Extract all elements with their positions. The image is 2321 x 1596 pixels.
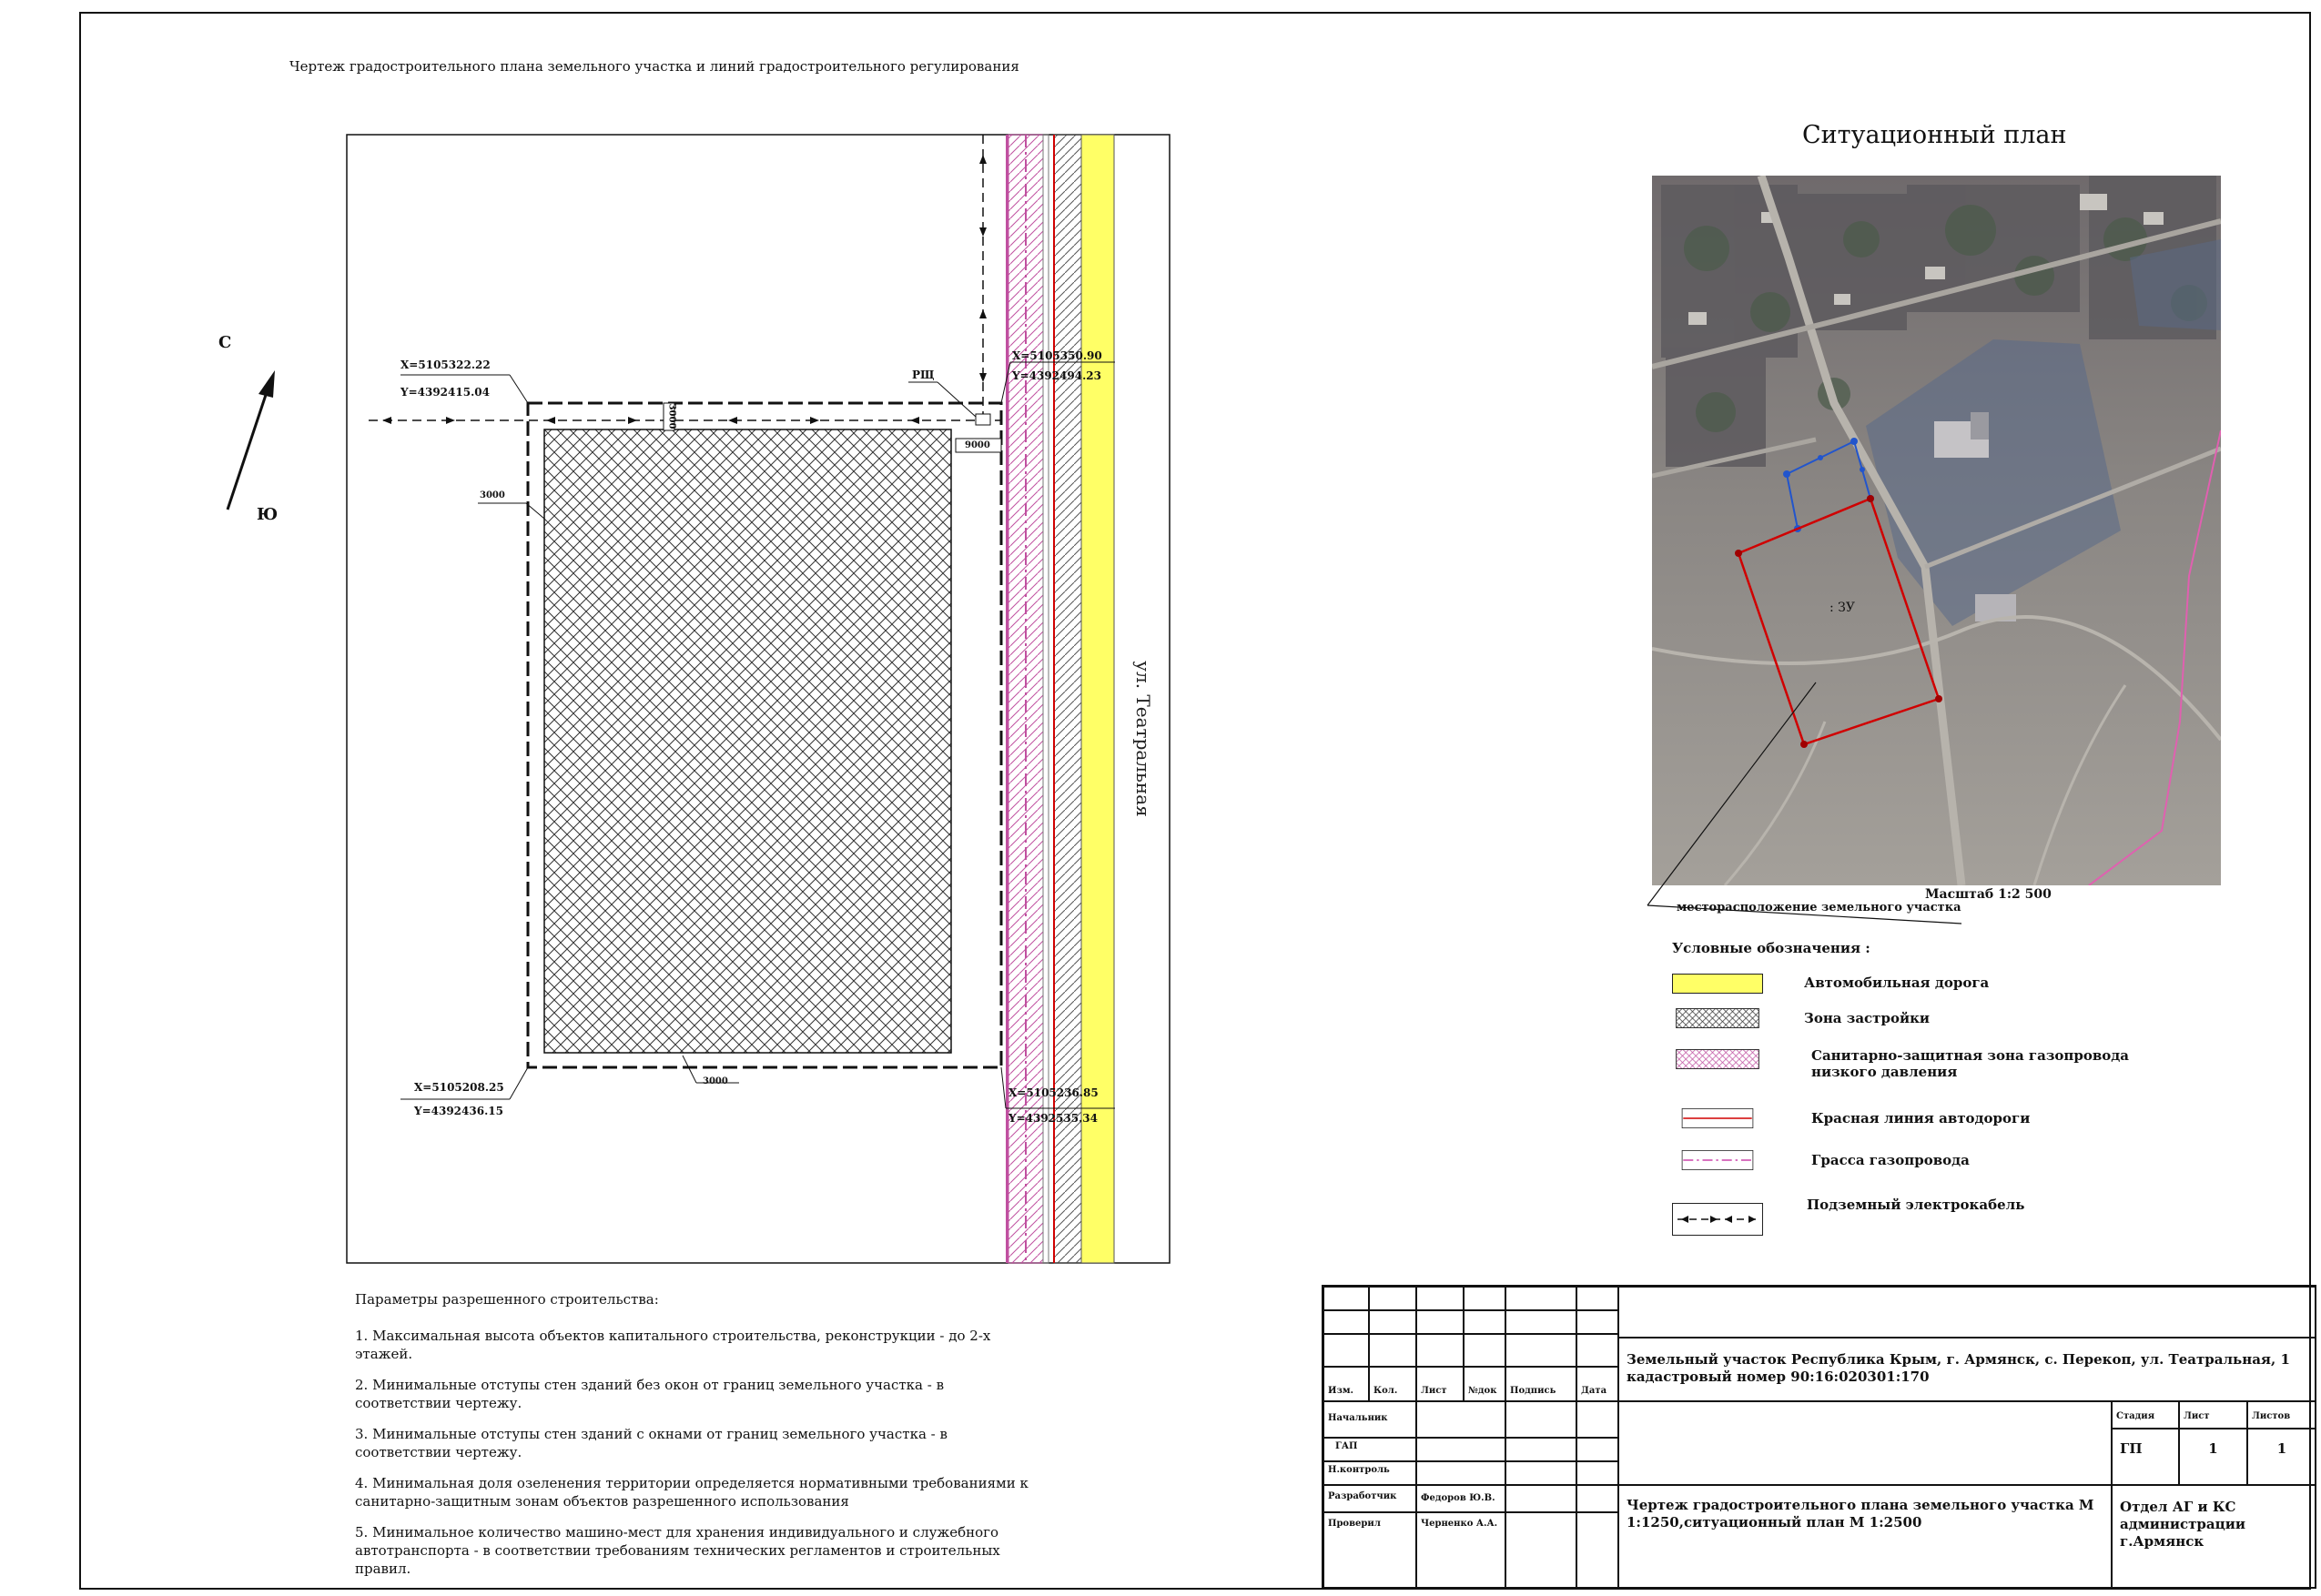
stamp-grid-cell	[1505, 1310, 1576, 1334]
stamp-grid-cell	[1576, 1334, 1618, 1367]
stamp-sign-cell	[1505, 1512, 1576, 1589]
stamp-grid-cell	[1416, 1334, 1464, 1367]
street-label: ул. Театральная	[1131, 661, 1154, 817]
stamp-col-izm: Изм.	[1323, 1367, 1369, 1401]
compass-south-label: Ю	[257, 505, 279, 524]
param-item-4: 4. Минимальная доля озеленения территории определяется нормативными требованиями к санитарно-защитным зонам объектов разрешенного использования	[355, 1475, 1029, 1510]
stamp-grid-cell	[1464, 1310, 1505, 1334]
stamp-date-cell	[1576, 1512, 1618, 1589]
dim-top: 3000	[666, 403, 677, 429]
stamp-grid-cell	[1323, 1310, 1369, 1334]
legend-cable-swatch	[1672, 1203, 1763, 1236]
stamp-name-cell	[1416, 1461, 1505, 1485]
stamp-name-cell	[1416, 1401, 1505, 1438]
dim-left: 3000	[480, 490, 505, 500]
scale-label: Масштаб 1:2 500	[1925, 887, 2052, 902]
legend-road-swatch	[1672, 974, 1763, 994]
legend-gas-line-swatch	[1672, 1150, 1763, 1170]
stamp-grid-cell	[1369, 1310, 1416, 1334]
stamp-role-nachalnik: Начальник	[1323, 1401, 1416, 1438]
legend-gas-line-label: Грасса газопровода	[1811, 1152, 1970, 1168]
stamp-listov-value: 1	[2247, 1429, 2316, 1485]
stamp-col-data: Дата	[1576, 1367, 1618, 1401]
stamp-col-podpis: Подпись	[1505, 1367, 1576, 1401]
stamp-sign-cell	[1505, 1401, 1576, 1438]
legend-title: Условные обозначения :	[1672, 940, 1870, 956]
stamp-grid-cell	[1576, 1287, 1618, 1310]
stamp-grid-cell	[1323, 1287, 1369, 1310]
stamp-name-cell	[1416, 1438, 1505, 1461]
dim-right: 9000	[965, 440, 990, 450]
stamp-grid-cell	[1576, 1310, 1618, 1334]
coord-bl-x: X=5105208.25	[414, 1081, 504, 1094]
coord-bl-y: Y=4392436.15	[414, 1105, 503, 1117]
coord-tr-y: Y=4392494.23	[1012, 369, 1101, 382]
param-item-2: 2. Минимальные отступы стен зданий без окон от границ земельного участка - в соответствии чертежу.	[355, 1377, 945, 1411]
stamp-sign-cell	[1505, 1485, 1576, 1512]
zu-label: : ЗУ	[1829, 601, 1856, 615]
stamp-grid-cell	[1369, 1334, 1416, 1367]
stamp-grid-cell	[1505, 1287, 1576, 1310]
legend-crosshatch-swatch	[1672, 1008, 1763, 1028]
stamp-mid-blank	[1618, 1401, 2112, 1485]
stamp-grid-cell	[1416, 1310, 1464, 1334]
coord-br-y: Y=4392535.34	[1008, 1112, 1098, 1125]
stamp-role-proveril: Проверил	[1323, 1512, 1416, 1589]
param-item-3: 3. Минимальные отступы стен зданий с окнами от границ земельного участка - в соответствии чертежу.	[355, 1426, 948, 1460]
stamp-grid-cell	[1464, 1334, 1505, 1367]
stamp-list-header: Лист	[2179, 1401, 2247, 1429]
legend-red-line-swatch	[1672, 1108, 1763, 1128]
stamp-sign-cell	[1505, 1461, 1576, 1485]
legend-cable-label: Подземный электрокабель	[1807, 1197, 2025, 1213]
stamp-name-razrab: Федоров Ю.В.	[1416, 1485, 1505, 1512]
drawing-title: Чертеж градостроительного плана земельного участка и линий градостроительного регулирования	[289, 58, 1019, 75]
legend-build-zone-label: Зона застройки	[1804, 1010, 1931, 1026]
legend-red-line-label: Красная линия автодороги	[1811, 1110, 2031, 1126]
params-heading: Параметры разрешенного строительства:	[355, 1291, 659, 1308]
stamp-object: Земельный участок Республика Крым, г. Армянск, с. Перекоп, ул. Театральная, 1 кадастровый номер 90:16:020301:170	[1618, 1338, 2316, 1401]
coord-tl-x: X=5105322.22	[400, 359, 491, 371]
location-label: месторасположение земельного участка	[1677, 901, 1961, 914]
stamp-grid-cell	[1464, 1287, 1505, 1310]
stamp-col-list: Лист	[1416, 1367, 1464, 1401]
stamp-list-value: 1	[2179, 1429, 2247, 1485]
legend-road-label: Автомобильная дорога	[1804, 975, 1990, 991]
stamp-role-razrab: Разработчик	[1323, 1485, 1416, 1512]
coord-tr-x: X=5105350.90	[1012, 349, 1102, 362]
stamp-grid-cell	[1505, 1334, 1576, 1367]
param-item-1: 1. Максимальная высота объектов капитального строительства, реконструкции - до 2-х этажей.	[355, 1328, 991, 1362]
stamp-sheet-title: Чертеж градостроительного плана земельного участка М 1:1250,ситуационный план М 1:2500	[1618, 1485, 2112, 1589]
coord-br-x: X=5105236.85	[1008, 1086, 1099, 1099]
stamp-org: Отдел АГ и КС администрации г.Армянск	[2112, 1485, 2316, 1589]
stamp-date-cell	[1576, 1461, 1618, 1485]
stamp-name-proveril: Черненко А.А.	[1416, 1512, 1505, 1589]
stamp-stage-value: ГП	[2112, 1429, 2179, 1485]
location-leader-line	[1638, 673, 1966, 928]
stamp-top-blank	[1618, 1287, 2316, 1338]
stamp-date-cell	[1576, 1401, 1618, 1438]
rsh-label: РЩ	[912, 369, 935, 381]
stamp-grid-cell	[1416, 1287, 1464, 1310]
dim-bottom: 3000	[703, 1076, 728, 1086]
stamp-listov-header: Листов	[2247, 1401, 2316, 1429]
stamp-date-cell	[1576, 1485, 1618, 1512]
stamp-stage-header: Стадия	[2112, 1401, 2179, 1429]
stamp-grid-cell	[1323, 1334, 1369, 1367]
stamp-date-cell	[1576, 1438, 1618, 1461]
stamp-role-gap: ГАП	[1323, 1438, 1416, 1461]
legend-sanitary-zone-swatch	[1672, 1049, 1763, 1069]
stamp-role-nkontrol: Н.контроль	[1323, 1461, 1416, 1485]
param-item-5: 5. Минимальное количество машино-мест для хранения индивидуального и служебного автотранспорта - в соответствии требованиям технических регламентов и строительных правил.	[355, 1524, 1000, 1577]
compass-north-label: С	[218, 333, 232, 352]
stamp-col-kol: Кол.	[1369, 1367, 1416, 1401]
stamp-grid-cell	[1369, 1287, 1416, 1310]
situation-title: Ситуационный план	[1802, 121, 2067, 149]
legend-sanitary-zone-label: Санитарно-защитная зона газопровода низкого давления	[1811, 1047, 2130, 1080]
stamp-sign-cell	[1505, 1438, 1576, 1461]
construction-parameters	[355, 1290, 1029, 1591]
stamp-col-ndok: №док	[1464, 1367, 1505, 1401]
title-block	[1322, 1285, 2316, 1589]
coord-tl-y: Y=4392415.04	[400, 386, 490, 399]
